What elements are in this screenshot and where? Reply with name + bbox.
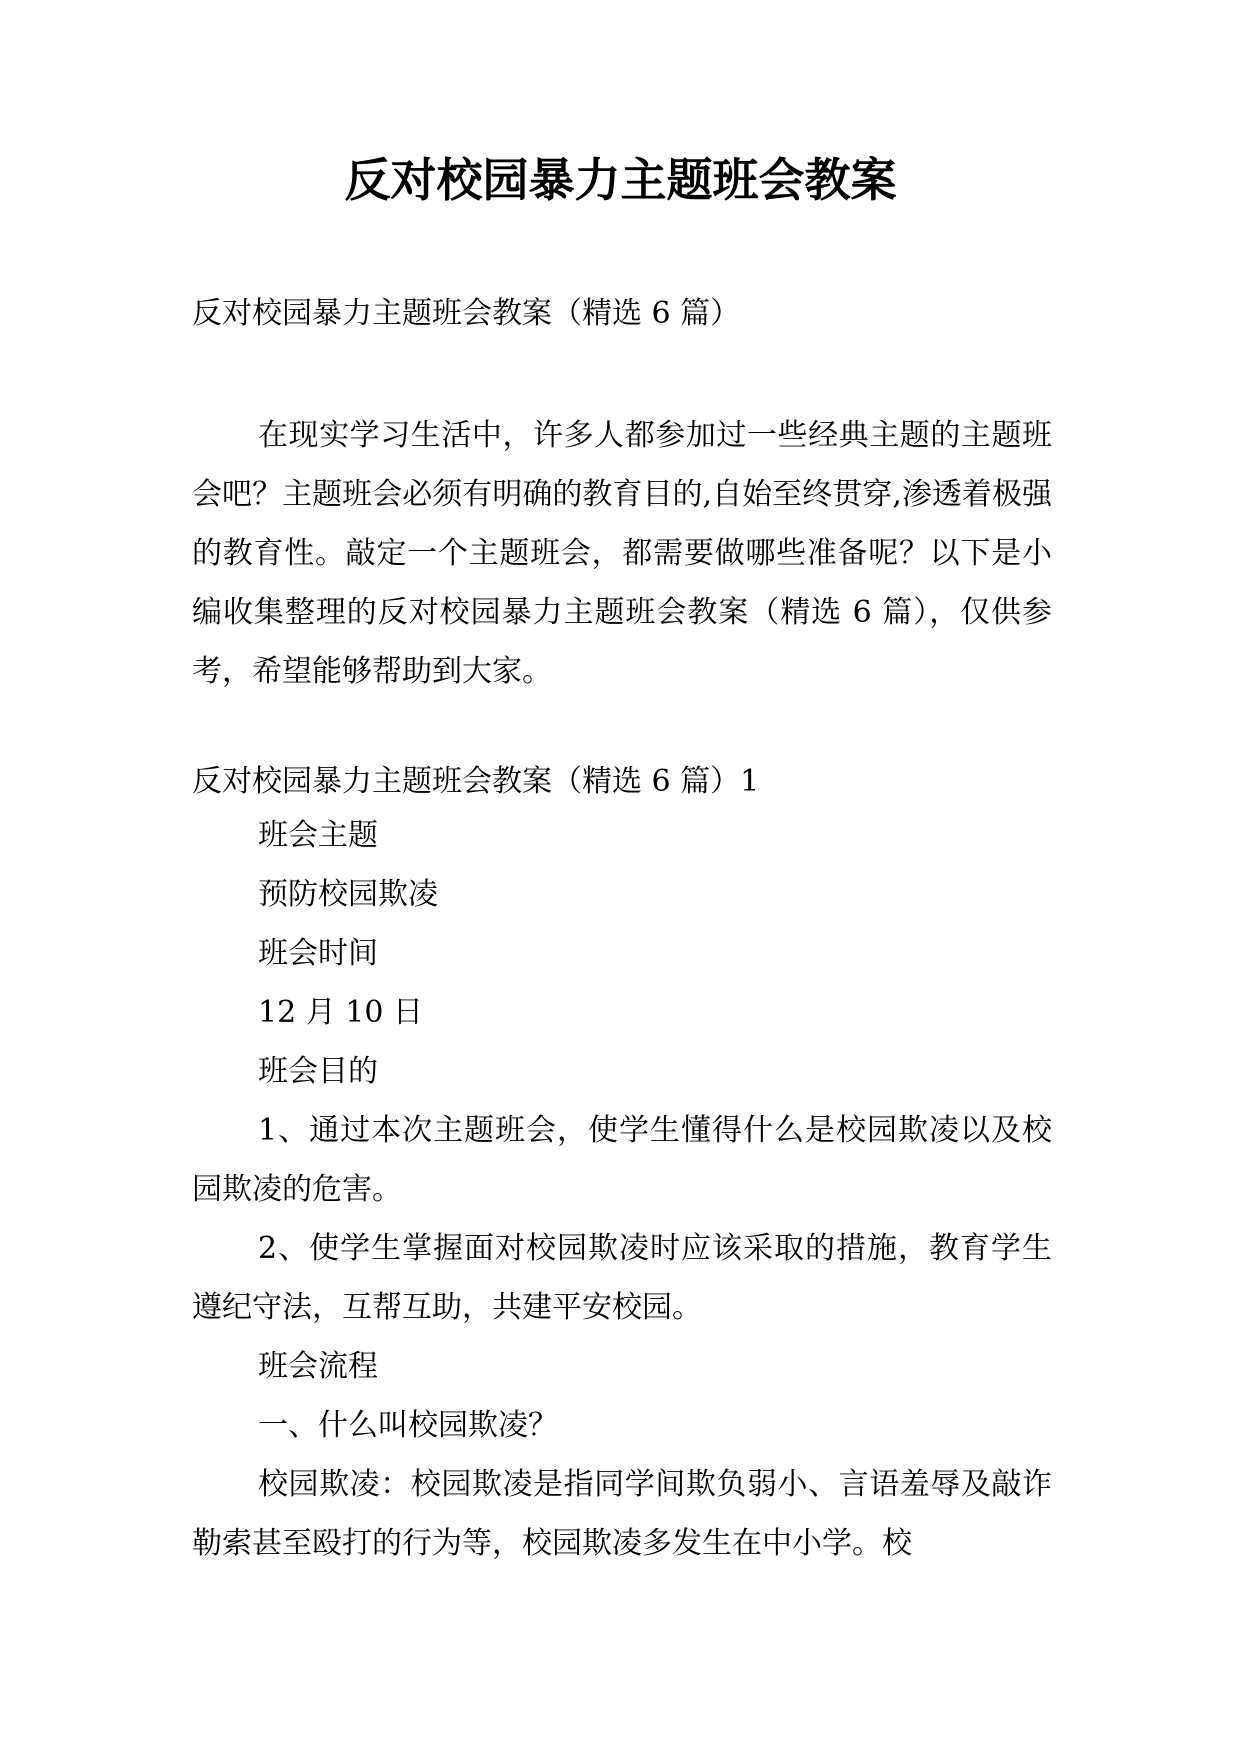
paragraph-goal-1: 1、通过本次主题班会，使学生懂得什么是校园欺凌以及校园欺凌的危害。	[192, 1113, 1052, 1207]
intro-paragraph: 在现实学习生活中，许多人都参加过一些经典主题的主题班会吧？主题班会必须有明确的教育目的,自始至终贯穿,渗透着极强的教育性。敲定一个主题班会，都需要做哪些准备呢？以下是小编收集整理的反对校园暴力主题班会教案（精选 6 篇），仅供参考，希望能够帮助到大家。	[192, 418, 1052, 689]
paragraph-goal-2: 2、使学生掌握面对校园欺凌时应该采取的措施，教育学生遵纪守法，互帮互助，共建平安校园。	[192, 1231, 1052, 1325]
paragraph-meeting-date: 12 月 10 日	[258, 995, 423, 1030]
paragraph-process-label: 班会流程	[258, 1349, 378, 1384]
paragraph-meeting-theme-label: 班会主题	[258, 818, 378, 853]
paragraph-meeting-theme: 预防校园欺凌	[258, 877, 438, 912]
section-heading: 反对校园暴力主题班会教案（精选 6 篇）1	[192, 764, 760, 799]
section-content	[192, 806, 1052, 1573]
paragraph-step-1: 一、什么叫校园欺凌？	[258, 1408, 558, 1443]
document-title: 反对校园暴力主题班会教案	[344, 153, 897, 207]
paragraph-meeting-time-label: 班会时间	[258, 936, 378, 971]
document-subtitle: 反对校园暴力主题班会教案（精选 6 篇）	[192, 296, 741, 331]
paragraph-meeting-goal-label: 班会目的	[258, 1054, 378, 1089]
paragraph-definition: 校园欺凌：校园欺凌是指同学间欺负弱小、言语羞辱及敲诈勒索甚至殴打的行为等，校园欺凌多发生在中小学。校	[192, 1467, 1052, 1561]
